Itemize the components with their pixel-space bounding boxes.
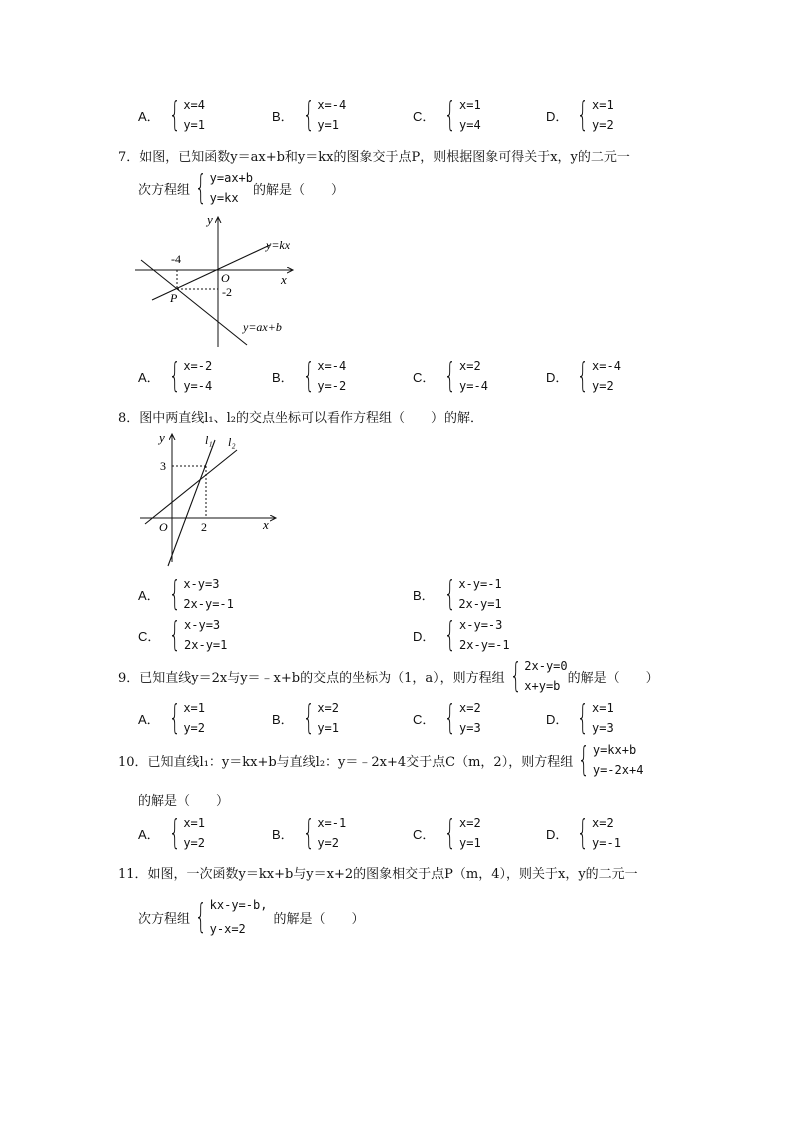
- eq-line: y=-2x+4: [592, 763, 644, 777]
- brace-icon: {: [302, 698, 315, 738]
- equation-system: [164, 574, 234, 614]
- eq-line: x=2: [317, 701, 339, 715]
- q10-option-b: [272, 813, 346, 853]
- q8-option-d: [413, 615, 510, 655]
- eq-line: y=1: [183, 118, 205, 132]
- q10-text-line: [118, 740, 643, 780]
- q10-text-line2: 的解是（ ）: [138, 794, 230, 809]
- brace-icon: {: [194, 168, 207, 208]
- q8-text: 8．图中两直线l₁、l₂的交点坐标可以看作方程组（ ）的解．: [118, 411, 484, 426]
- line-label-kx: y=kx: [266, 238, 291, 252]
- eq-line: x-y=3: [184, 618, 221, 632]
- equation-system: [439, 615, 509, 655]
- eq-line: y=-4: [459, 379, 488, 393]
- brace-icon: {: [444, 698, 457, 738]
- eq-line: x=1: [183, 701, 205, 715]
- eq-line: x=2: [459, 359, 481, 373]
- q8-option-b: [413, 574, 502, 614]
- brace-icon: {: [577, 356, 590, 396]
- equation-system: [572, 813, 621, 853]
- eq-line: y=-2: [317, 379, 347, 393]
- eq-line: x=1: [459, 98, 481, 112]
- line-l1: [168, 440, 215, 566]
- brace-icon: {: [444, 356, 457, 396]
- y-tick-label: -2: [222, 285, 232, 299]
- q9-text: 9．已知直线y＝2x与y＝﹣x+b的交点的坐标为（1，a），则方程组: [118, 670, 505, 686]
- brace-icon: {: [577, 698, 590, 738]
- q6-option-a: [138, 95, 205, 135]
- equation-system: [572, 356, 621, 396]
- brace-icon: {: [577, 95, 590, 135]
- equation-system: [190, 893, 267, 941]
- q9-option-b: [272, 698, 339, 738]
- eq-line: kx-y=-b,: [209, 898, 268, 912]
- option-label: A．: [138, 711, 160, 727]
- option-label: D．: [413, 628, 436, 644]
- line-label-ax-b: y=ax+b: [243, 320, 282, 334]
- x-axis-label: x: [281, 272, 287, 287]
- q11-prefix: 次方程组: [138, 911, 191, 927]
- brace-icon: {: [168, 95, 181, 135]
- option-label: C．: [413, 108, 436, 124]
- q7-graph: [135, 212, 305, 352]
- equation-system: [164, 615, 227, 655]
- origin-label: O: [221, 271, 230, 285]
- q7-option-c: [413, 356, 488, 396]
- q10-option-d: [546, 813, 621, 853]
- q10-text: 10．已知直线l₁：y＝kx+b与直线l₂：y＝﹣2x+4交于点C（m，2），则方程组: [118, 754, 574, 770]
- eq-line: 2x-y=1: [458, 597, 502, 611]
- option-label: C．: [413, 711, 436, 727]
- equation-system: [164, 356, 213, 396]
- q9-option-a: [138, 698, 205, 738]
- eq-line: x-y=-1: [458, 577, 502, 591]
- brace-icon: {: [444, 813, 457, 853]
- eq-line: y=kx+b: [592, 743, 637, 757]
- y-axis-label: y: [159, 430, 165, 445]
- brace-icon: {: [302, 95, 315, 135]
- label-l2: l₂: [228, 435, 236, 449]
- x-axis-label: x: [263, 517, 269, 532]
- point-label: P: [170, 291, 178, 305]
- x-tick-label: 2: [201, 520, 207, 534]
- brace-icon: {: [169, 615, 182, 655]
- brace-icon: {: [168, 813, 181, 853]
- equation-system: [572, 698, 613, 738]
- option-label: B．: [272, 711, 294, 727]
- eq-line: x=2: [592, 816, 614, 830]
- q7-text-line2: [138, 168, 344, 208]
- q7-option-b: [272, 356, 346, 396]
- y-tick-label: 3: [160, 459, 166, 473]
- q6-option-c: [413, 95, 481, 135]
- eq-line: y=2: [183, 721, 205, 735]
- eq-line: x=2: [459, 701, 481, 715]
- option-label: A．: [138, 826, 160, 842]
- eq-line: y=1: [317, 118, 339, 132]
- q8-option-c: [138, 615, 227, 655]
- eq-line: x=1: [592, 98, 614, 112]
- eq-line: y-x=2: [209, 922, 246, 936]
- equation-system: [439, 698, 480, 738]
- line-l2: [145, 450, 237, 524]
- eq-line: y=2: [183, 836, 205, 850]
- origin-label: O: [159, 520, 168, 534]
- q9-option-c: [413, 698, 481, 738]
- option-label: A．: [138, 587, 160, 603]
- option-label: B．: [413, 587, 435, 603]
- q7-suffix: 的解是（ ）: [253, 182, 345, 198]
- q7-prefix: 次方程组: [138, 182, 191, 198]
- equation-system: [164, 813, 205, 853]
- eq-line: x-y=-3: [459, 618, 503, 632]
- q6-option-b: [272, 95, 346, 135]
- brace-icon: {: [443, 574, 456, 614]
- q8-option-a: [138, 574, 234, 614]
- eq-line: x+y=b: [524, 679, 561, 693]
- brace-icon: {: [444, 615, 457, 655]
- equation-system: [298, 698, 339, 738]
- eq-line: x=-2: [183, 359, 213, 373]
- eq-line: 2x-y=0: [524, 659, 568, 673]
- eq-line: x=-4: [317, 98, 347, 112]
- option-label: B．: [272, 369, 294, 385]
- eq-line: y=3: [459, 721, 481, 735]
- brace-icon: {: [302, 356, 315, 396]
- equation-system: [572, 95, 613, 135]
- label-l1: l₁: [205, 433, 213, 447]
- brace-icon: {: [302, 813, 315, 853]
- brace-icon: {: [509, 656, 522, 696]
- eq-line: x=2: [459, 816, 481, 830]
- eq-line: y=1: [317, 721, 339, 735]
- eq-line: y=2: [317, 836, 339, 850]
- option-label: B．: [272, 826, 294, 842]
- eq-line: x=-1: [317, 816, 347, 830]
- eq-line: y=3: [592, 721, 614, 735]
- equation-system: [164, 95, 205, 135]
- option-label: D．: [546, 711, 569, 727]
- eq-line: x=1: [592, 701, 614, 715]
- q6-option-d: [546, 95, 614, 135]
- brace-icon: {: [578, 740, 590, 780]
- equation-system: [439, 356, 488, 396]
- q10-option-c: [413, 813, 481, 853]
- q9-suffix: 的解是（ ）: [567, 670, 659, 686]
- option-label: C．: [413, 369, 436, 385]
- equation-system: [573, 740, 643, 780]
- eq-line: y=-1: [592, 836, 621, 850]
- brace-icon: {: [168, 698, 181, 738]
- q8-graph: [138, 428, 283, 568]
- option-label: B．: [272, 108, 294, 124]
- equation-system: [298, 356, 347, 396]
- q7-text-line1: 7．如图，已知函数y＝ax+b和y＝kx的图象交于点P，则根据图象可得关于x，y的二元一: [118, 150, 630, 165]
- eq-line: x=1: [183, 816, 205, 830]
- y-axis-label: y: [207, 212, 213, 227]
- eq-line: y=2: [592, 379, 614, 393]
- q11-text-line1: 11．如图，一次函数y＝kx+b与y＝x+2的图象相交于点P（m，4），则关于x，y的二元一: [118, 867, 638, 882]
- q7-option-d: [546, 356, 621, 396]
- q7-option-a: [138, 356, 212, 396]
- q9-option-d: [546, 698, 614, 738]
- eq-line: 2x-y=-1: [459, 638, 510, 652]
- equation-system: [439, 813, 480, 853]
- equation-system: [505, 656, 568, 696]
- eq-line: x=-4: [592, 359, 621, 373]
- line-ax-b: [141, 260, 247, 345]
- eq-line: 2x-y=-1: [183, 597, 234, 611]
- equation-system: [190, 168, 253, 208]
- equation-system: [298, 95, 347, 135]
- q10-option-a: [138, 813, 205, 853]
- eq-line: y=4: [459, 118, 481, 132]
- eq-line: y=1: [459, 836, 481, 850]
- equation-system: [439, 95, 480, 135]
- brace-icon: {: [168, 356, 181, 396]
- equation-system: [439, 574, 502, 614]
- option-label: C．: [138, 628, 161, 644]
- eq-line: y=ax+b: [209, 171, 254, 185]
- option-label: A．: [138, 369, 160, 385]
- eq-line: x=-4: [317, 359, 347, 373]
- eq-line: 2x-y=1: [184, 638, 228, 652]
- brace-icon: {: [194, 897, 207, 937]
- equation-system: [298, 813, 347, 853]
- eq-line: x=4: [183, 98, 205, 112]
- option-label: D．: [546, 826, 569, 842]
- eq-line: x-y=3: [183, 577, 220, 591]
- option-label: C．: [413, 826, 436, 842]
- x-tick-label: -4: [171, 252, 181, 266]
- option-label: A．: [138, 108, 160, 124]
- q11-text-line2: [138, 893, 364, 941]
- brace-icon: {: [444, 95, 457, 135]
- option-label: D．: [546, 369, 569, 385]
- eq-line: y=-4: [183, 379, 213, 393]
- equation-system: [164, 698, 205, 738]
- brace-icon: {: [577, 813, 590, 853]
- q11-suffix: 的解是（ ）: [273, 911, 365, 927]
- eq-line: y=kx: [209, 191, 239, 205]
- option-label: D．: [546, 108, 569, 124]
- brace-icon: {: [168, 574, 181, 614]
- q9-text-line: [118, 656, 659, 696]
- eq-line: y=2: [592, 118, 614, 132]
